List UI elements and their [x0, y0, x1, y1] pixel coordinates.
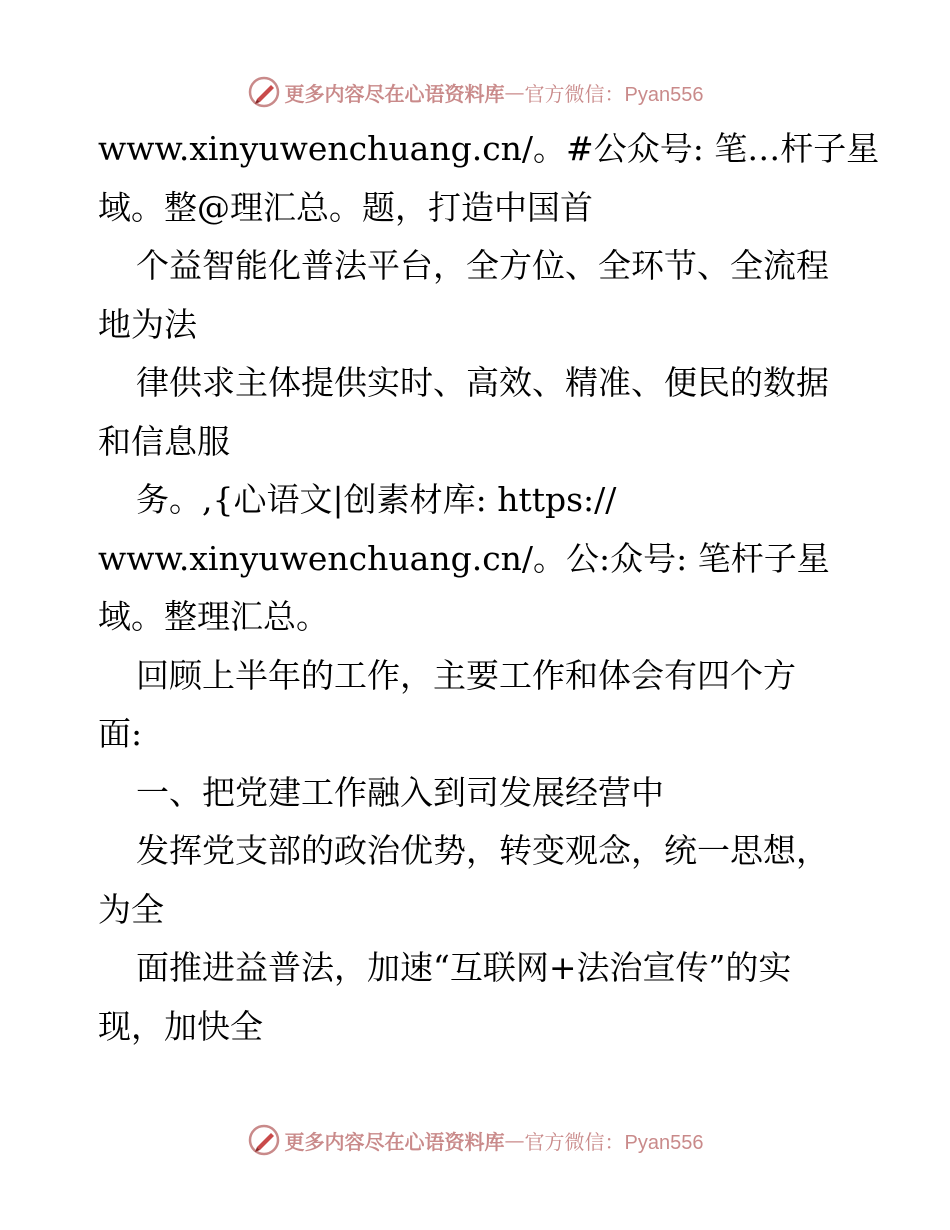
section-heading: 一、把党建工作融入到司发展经营中 [136, 772, 664, 812]
banner-separator: — [504, 1128, 525, 1152]
banner-contact: 官方微信：Pyan556 [524, 1131, 704, 1154]
text-line: 发挥党支部的政治优势，转变观念，统一思想， [136, 831, 829, 870]
pen-logo-icon [247, 75, 281, 109]
header-banner [0, 72, 950, 112]
text-line: 域。整@理汇总。题，打造中国首 [98, 187, 593, 227]
banner-text: 更多内容尽在心语资料库 [284, 81, 505, 106]
text-line: 和信息服 [98, 421, 230, 461]
text-line: 务。,{心语文|创素材库: https:// [136, 480, 617, 519]
banner-separator: — [504, 80, 525, 104]
banner-text: 更多内容尽在心语资料库 [284, 1129, 505, 1154]
footer-banner [0, 1120, 950, 1160]
text-line: www.xinyuwenchuang.cn/。公:众号: 笔杆子星 [98, 538, 830, 578]
text-line: 域。整理汇总。 [98, 597, 329, 636]
banner-contact: 官方微信：Pyan556 [524, 83, 704, 106]
pen-logo-icon [247, 1123, 281, 1157]
text-line: 面推进益普法，加速“互联网+法治宣传”的实 [136, 948, 792, 987]
text-line: 地为法 [98, 304, 197, 344]
text-line: 现，加快全 [98, 1006, 263, 1046]
text-line: 为全 [98, 889, 164, 929]
text-line: 回顾上半年的工作，主要工作和体会有四个方 [136, 655, 796, 695]
text-line: 律供求主体提供实时、高效、精准、便民的数据 [136, 363, 829, 402]
text-line: 面: [98, 714, 143, 753]
text-line: 个益智能化普法平台，全方位、全环节、全流程 [136, 246, 829, 285]
document-body [98, 120, 898, 1056]
text-line: www.xinyuwenchuang.cn/。#公众号: 笔…杆子星 [98, 129, 880, 168]
